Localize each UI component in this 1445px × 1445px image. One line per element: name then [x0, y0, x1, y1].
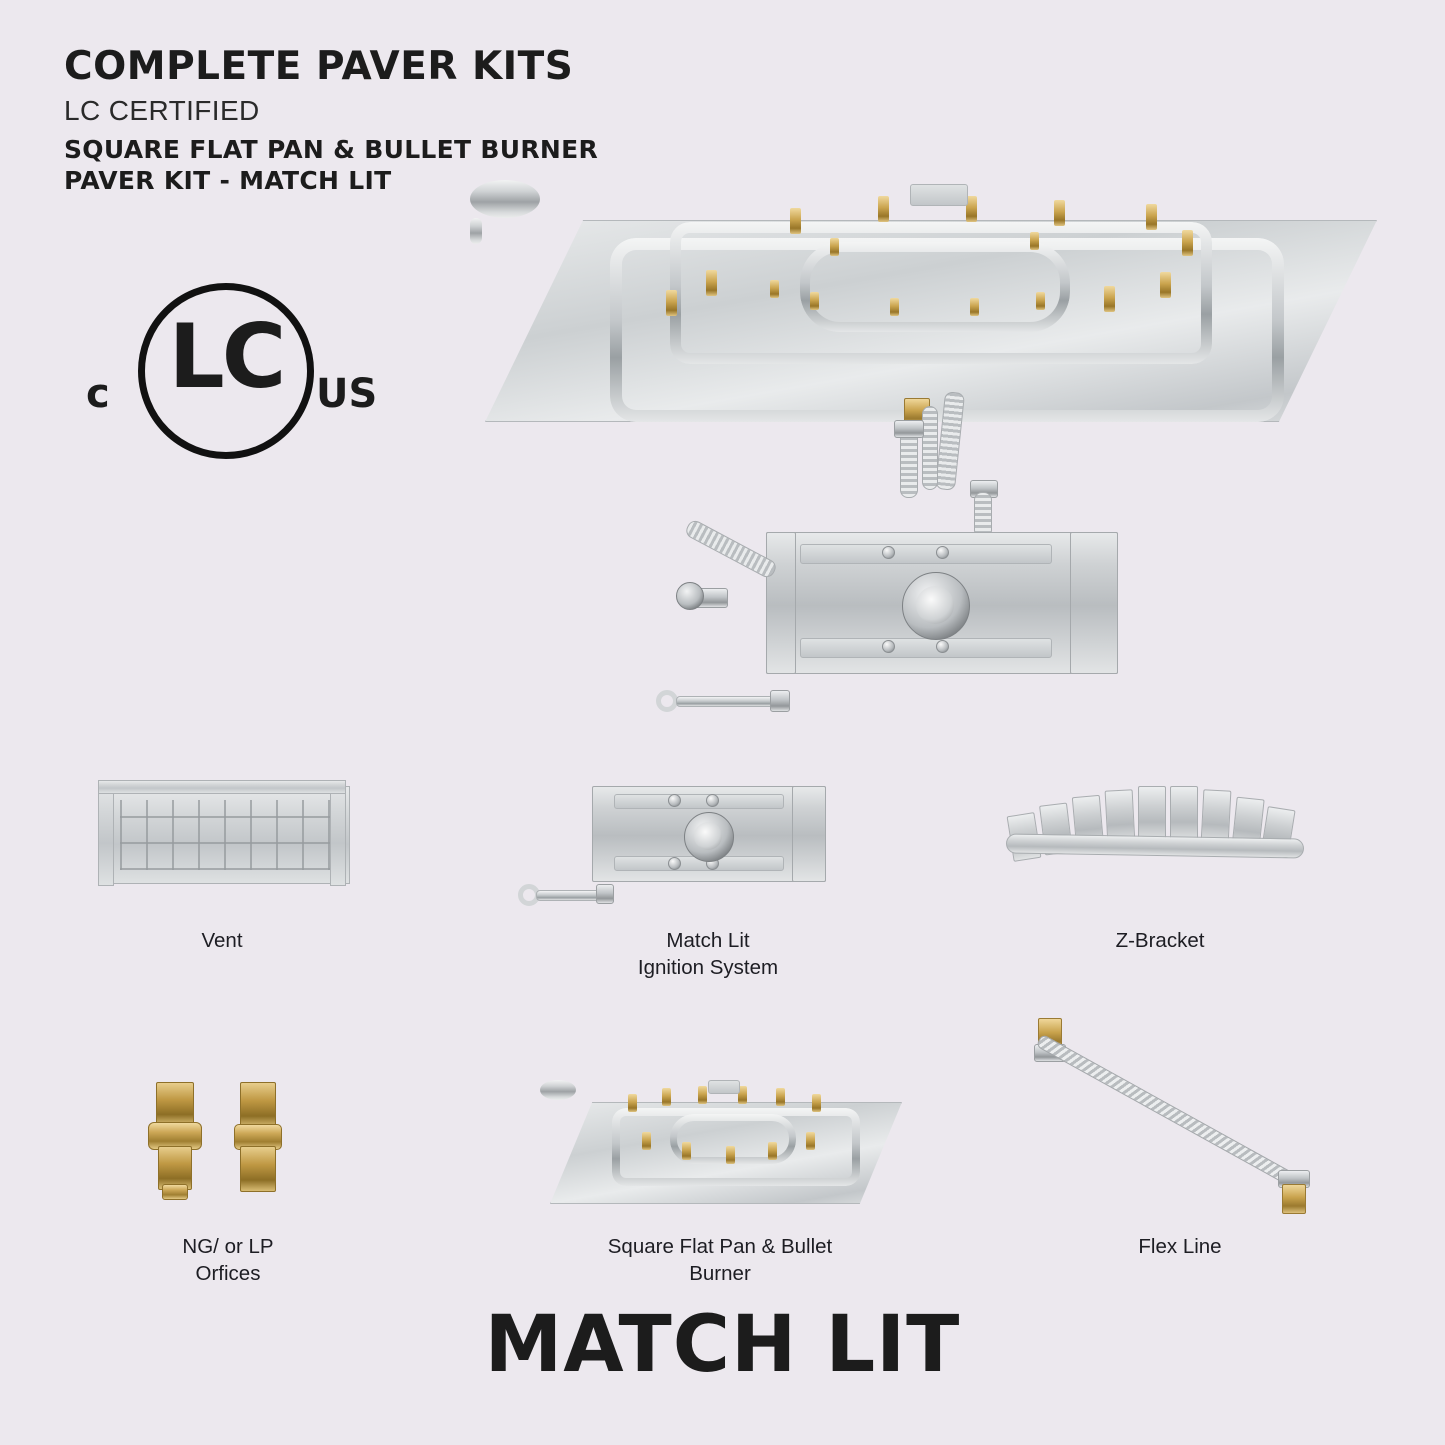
burner-jet [1146, 204, 1157, 230]
burner-jet [666, 290, 677, 316]
burner-jet [970, 298, 979, 316]
part-flex-line [1020, 1010, 1340, 1220]
small-burner-top-plate [708, 1080, 740, 1094]
caption-ignition-line2: Ignition System [637, 955, 779, 979]
burner-jet [1104, 286, 1115, 312]
burner-jet [1030, 232, 1039, 250]
ignition-screw [706, 794, 719, 807]
small-burner-jet [642, 1132, 651, 1150]
ignition-valve-knob-face [694, 822, 722, 850]
certification-subtitle: LC CERTIFIED [64, 95, 260, 127]
flex-line-lower-fitting [1282, 1184, 1306, 1214]
burner-jet [1160, 272, 1171, 298]
part-z-bracket [1006, 778, 1306, 888]
burner-jet [1036, 292, 1045, 310]
badge-lc-text: LC [168, 305, 284, 408]
hero-burner-inner-ring [800, 242, 1070, 332]
burner-jet [890, 298, 899, 316]
orifice-right-hex-top [240, 1082, 276, 1128]
burner-jet [706, 270, 717, 296]
ignition-top-slot [614, 794, 784, 809]
hero-enclosure-screw [882, 546, 895, 559]
small-burner-jet [812, 1094, 821, 1112]
badge-c-text: c [86, 371, 110, 417]
small-burner-jet [806, 1132, 815, 1150]
vent-top-lip [98, 780, 346, 794]
small-burner-jet [628, 1094, 637, 1112]
orifice-left-hex-top [156, 1082, 194, 1126]
ignition-enclosure-end [792, 786, 826, 882]
caption-orifices-line1: NG/ or LP [182, 1235, 274, 1258]
caption-burner-line1: Square Flat Pan & Bullet [607, 1235, 833, 1258]
caption-z-bracket [1050, 928, 1270, 955]
hero-enclosure-top-slot [800, 544, 1052, 564]
hero-enclosure-inlet-hose [684, 518, 779, 580]
hero-enclosure-screw [882, 640, 895, 653]
burner-jet [830, 238, 839, 256]
page-title: COMPLETE PAVER KITS [64, 44, 574, 89]
caption-z-bracket-label: Z-Bracket [1115, 929, 1205, 952]
caption-match-lit-ignition-system [578, 928, 838, 981]
burner-jet [1182, 230, 1193, 256]
hero-flex-hose-center [922, 406, 938, 490]
orifice-right-hex-bottom [240, 1146, 276, 1192]
small-burner-jet [682, 1142, 691, 1160]
hero-valve-key-loop-icon [656, 690, 678, 712]
hero-enclosure-screw [936, 640, 949, 653]
small-burner-bullet-center [540, 1080, 576, 1100]
orifice-left-tip [162, 1184, 188, 1200]
ignition-screw [668, 794, 681, 807]
footer-match-lit-label: MATCH LIT [484, 1300, 961, 1390]
flex-line-hose [1036, 1034, 1307, 1193]
hero-valve-knob-face [916, 586, 954, 624]
burner-jet [770, 280, 779, 298]
header-block [64, 46, 598, 197]
vent-left-flange [98, 780, 114, 886]
caption-burner-line2: Burner [689, 1261, 751, 1285]
caption-square-flat-pan-bullet-burner [540, 1234, 900, 1287]
caption-ignition-line1: Match Lit [666, 929, 750, 952]
caption-vent-label: Vent [201, 929, 243, 952]
caption-flex-line [1070, 1234, 1290, 1261]
hero-enclosure-screw [936, 546, 949, 559]
burner-jet [810, 292, 819, 310]
hero-ignition-enclosure-end [1070, 532, 1118, 674]
ignition-valve-key-tip [596, 884, 614, 904]
small-burner-jet [698, 1086, 707, 1104]
caption-ng-lp-orifices [118, 1234, 338, 1287]
hero-assembly-image [470, 180, 1390, 740]
culus-certification-badge [80, 275, 390, 475]
z-bracket-segment [1138, 786, 1166, 842]
caption-orifices-line2: Orfices [195, 1261, 261, 1285]
ignition-screw [668, 857, 681, 870]
part-ng-lp-orifices [140, 1080, 320, 1210]
hero-hose-nut-upper [894, 420, 924, 438]
hero-valve-key-tip [770, 690, 790, 712]
caption-flex-line-label: Flex Line [1138, 1235, 1222, 1258]
z-bracket-segment [1170, 786, 1198, 842]
small-burner-jet [768, 1142, 777, 1160]
product-subtitle-line1: SQUARE FLAT PAN & BULLET BURNER [64, 135, 599, 165]
small-burner-jet [776, 1088, 785, 1106]
badge-us-text: US [316, 371, 378, 417]
hero-ignition-enclosure-side [766, 532, 796, 674]
hero-burner-top-plate [910, 184, 968, 206]
burner-jet [1054, 200, 1065, 226]
hero-enclosure-inlet-cap [676, 582, 704, 610]
burner-jet [790, 208, 801, 234]
burner-jet [878, 196, 889, 222]
hero-burner-bullet-center [470, 180, 540, 218]
small-burner-jet [726, 1146, 735, 1164]
hero-valve-stem [470, 218, 482, 244]
vent-right-flange [330, 780, 346, 886]
small-burner-jet [662, 1088, 671, 1106]
part-square-flat-pan-bullet-burner [540, 1080, 910, 1210]
vent-perforation-grid [120, 800, 336, 870]
caption-vent [120, 928, 324, 955]
hero-enclosure-bottom-slot [800, 638, 1052, 658]
product-subtitle-line2: PAVER KIT - MATCH LIT [64, 166, 392, 196]
